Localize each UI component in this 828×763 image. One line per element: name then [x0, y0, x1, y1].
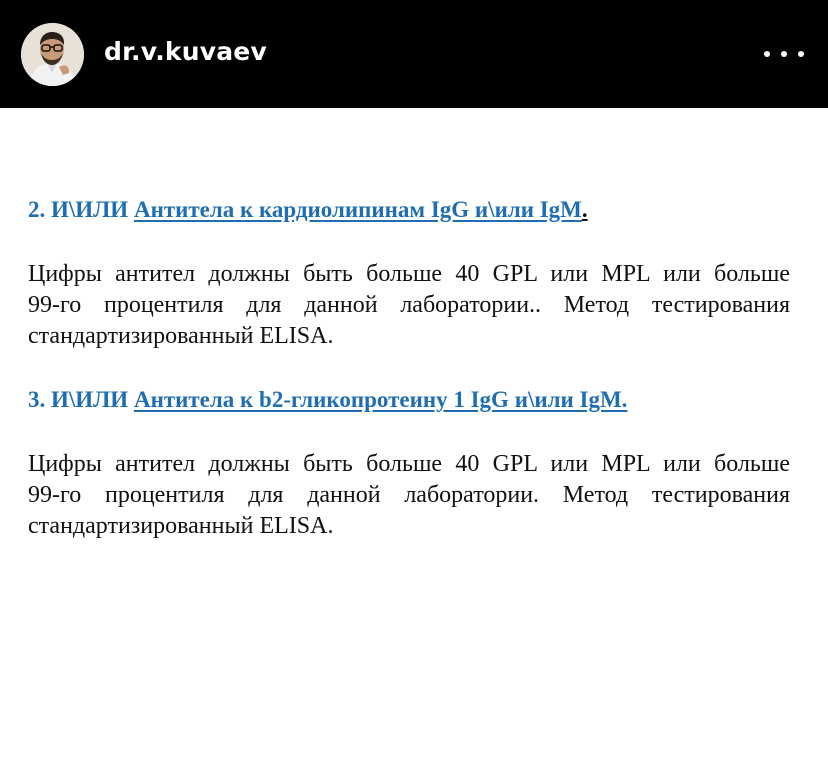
section-heading-3: [28, 387, 627, 413]
post-header: [0, 0, 828, 108]
heading-link[interactable]: Антитела к кардиолипинам IgG и\или IgM: [133, 197, 582, 222]
more-horizontal-icon: [798, 51, 804, 57]
section-paragraph-2: [28, 259, 790, 352]
paragraph-line: стандартизированный ELISA.: [28, 323, 334, 349]
paragraph-line: 99-го процентиля для данной лаборатории.. Метод тестирования: [28, 292, 790, 318]
paragraph-line: стандартизированный ELISA.: [28, 513, 334, 539]
paragraph-line: 99-го процентиля для данной лаборатории. Метод тестирования: [28, 482, 790, 508]
username[interactable]: dr.v.kuvaev: [104, 37, 267, 66]
profile-photo-avatar: [21, 23, 84, 86]
heading-link[interactable]: Антитела к b2-гликопротеину 1 IgG и\или IgM.: [133, 387, 628, 412]
avatar[interactable]: [21, 23, 84, 86]
heading-suffix: .: [581, 197, 588, 222]
paragraph-line: Цифры антител должны быть больше 40 GPL или MPL или больше: [28, 451, 790, 477]
section-heading-2: [28, 197, 588, 223]
more-horizontal-icon: [781, 51, 787, 57]
heading-prefix: 3. И\ИЛИ: [28, 387, 129, 412]
section-paragraph-3: [28, 449, 790, 542]
paragraph-line: Цифры антител должны быть больше 40 GPL или MPL или больше: [28, 261, 790, 287]
more-options-button[interactable]: [764, 40, 804, 68]
heading-prefix: 2. И\ИЛИ: [28, 197, 129, 222]
more-horizontal-icon: [764, 51, 770, 57]
